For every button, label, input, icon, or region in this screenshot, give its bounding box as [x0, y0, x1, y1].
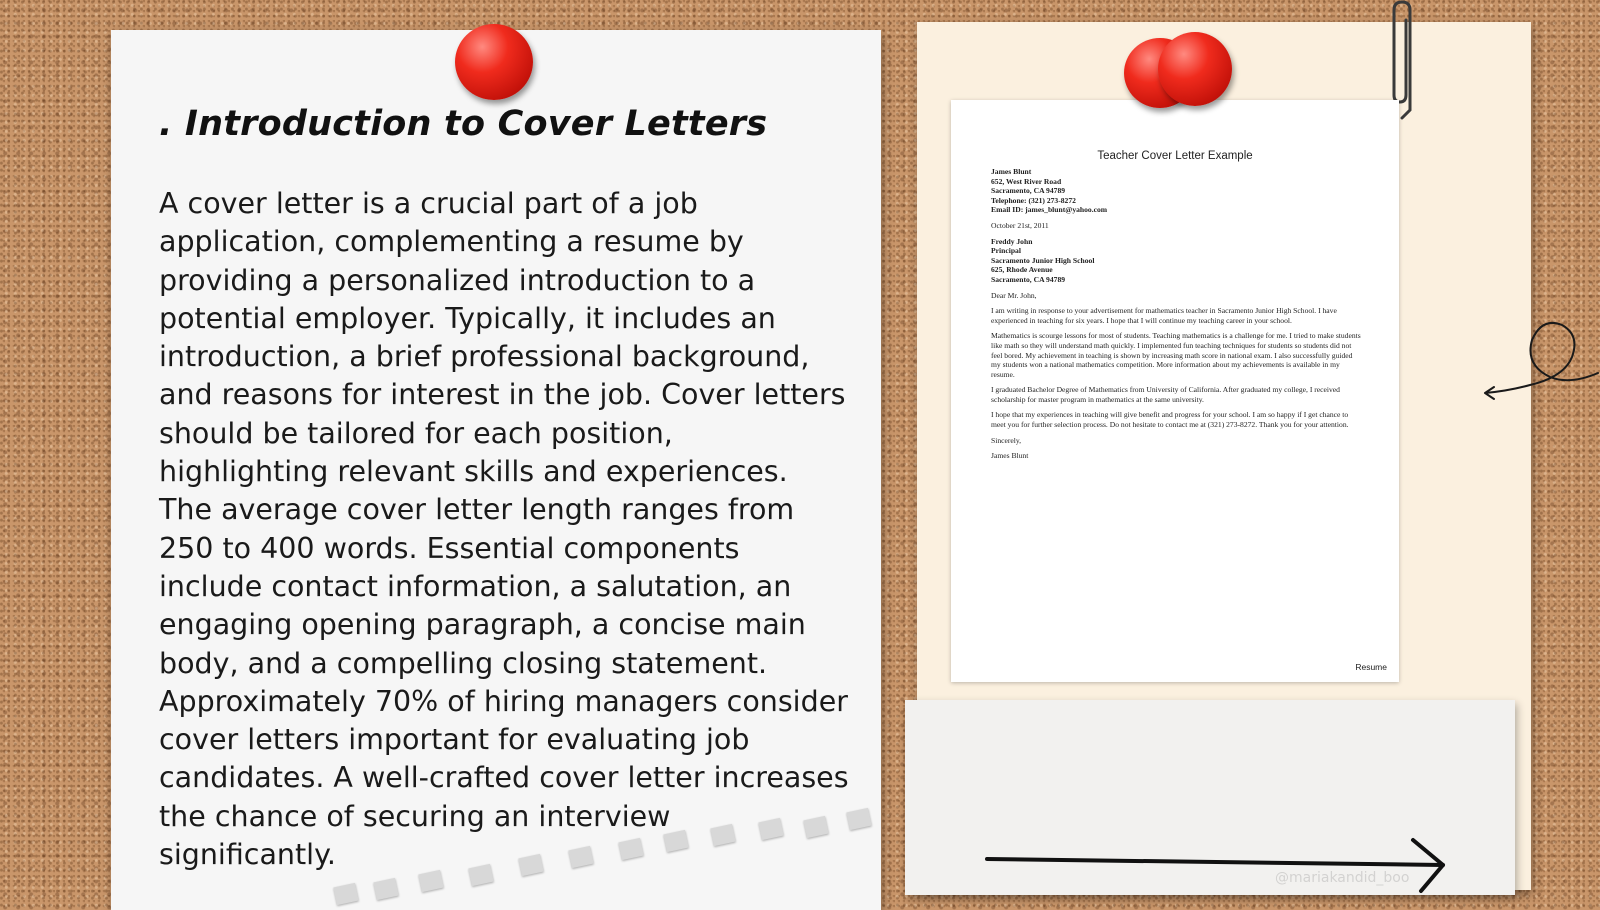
letter-title: Teacher Cover Letter Example	[1097, 150, 1253, 162]
letter-closing: Sincerely,	[991, 435, 1022, 445]
watermark: @mariakandid_boo	[1275, 870, 1410, 886]
letter-signature: James Blunt	[991, 451, 1029, 461]
sender-email: Email ID: james_blunt@yahoo.com	[991, 205, 1108, 215]
push-pin-icon	[1158, 32, 1232, 106]
scribble-arrow-icon	[1480, 315, 1600, 405]
slide-body-text: A cover letter is a crucial part of a job application, complementing a resume by providing a personalized introduction to a potential employer. Typically, it includes an introduction, a brief professional background, and reasons for interest in the job. Cover letters should be tailored for each position, highlighting relevant skills and experiences. The average cover letter length ranges from 250 to 400 words. Essential components include contact information, a salutation, an engaging opening paragraph, a concise main body, and a compelling closing statement. Approximately 70% of hiring managers consider cover letters important for evaluating job candidates. A well-crafted cover letter increases the chance of securing an interview significantly.	[159, 187, 849, 872]
letter-footer: Resume	[1355, 662, 1387, 672]
letter-paragraph: I hope that my experiences in teaching will give benefit and progress for your school. I am so happy if I get chance to meet you for further selection process. Do not hesitate to contact me at (321) 273-8272. Thank you for your attention.	[991, 410, 1349, 430]
recipient-name: Freddy John	[991, 236, 1033, 246]
recipient-school: Sacramento Junior High School	[991, 255, 1095, 265]
recipient-street: 625, Rhode Avenue	[991, 265, 1053, 275]
sender-street: 652, West River Road	[991, 176, 1062, 186]
recipient-title: Principal	[991, 246, 1021, 256]
push-pin-icon	[455, 24, 533, 100]
slide-heading: . Introduction to Cover Letters	[159, 104, 768, 144]
recipient-city: Sacramento, CA 94789	[991, 274, 1066, 284]
right-arrow-icon	[985, 835, 1455, 895]
sender-city: Sacramento, CA 94789	[991, 186, 1066, 196]
letter-salutation: Dear Mr. John,	[991, 290, 1037, 300]
letter-paragraph: I graduated Bachelor Degree of Mathematics from University of California. After graduated my college, I received scholarship for master program in mathematics at the same university.	[991, 385, 1340, 404]
letter-body	[991, 167, 1361, 461]
cover-letter-example-image	[951, 100, 1399, 682]
letter-paragraph: I am writing in response to your advertisement for mathematics teacher in Sacramento Junior High School. I have experienced in teaching for six years. I hope that I will continue my teaching career in your school.	[991, 306, 1337, 325]
letter-date: October 21st, 2011	[991, 220, 1049, 230]
sender-name: James Blunt	[991, 167, 1032, 176]
letter-paragraph: Mathematics is scourge lessons for most of students. Teaching mathematics is a challenge for me. I tried to make students like math so they will understand math quickly. I implemented fun teaching techniques for students so students did not feel bored. My achievement in teaching is shown by increasing math score in national exam. I also successfully guided my students won a national mathematics competition. More information about my achievements is available in my resume.	[991, 331, 1361, 379]
sender-phone: Telephone: (321) 273-8272	[991, 195, 1076, 205]
